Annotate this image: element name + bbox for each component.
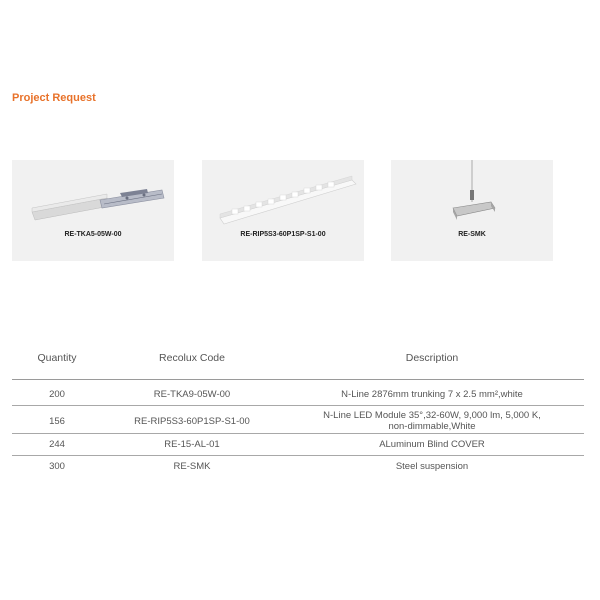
header-description: Description — [405, 352, 459, 364]
header-quantity: Quantity — [37, 352, 77, 364]
product-card-led-module — [202, 160, 364, 261]
cell-code: RE-RIP5S3-60P1SP-S1-00 — [134, 416, 250, 427]
product-code: RE-SMK — [458, 231, 486, 238]
cell-quantity: 300 — [49, 461, 65, 472]
product-card-suspension — [391, 160, 553, 261]
product-card-trunking — [12, 160, 174, 261]
table-row — [12, 456, 584, 476]
cell-code: RE-15-AL-01 — [164, 439, 220, 450]
table-row — [12, 380, 584, 406]
description-line: N-Line LED Module 35°,32-60W, 9,000 lm, 5,000 K, — [323, 410, 541, 421]
cell-quantity: 244 — [49, 439, 65, 450]
cell-description: N-Line 2876mm trunking 7 x 2.5 mm²,white — [341, 389, 523, 400]
trunking-image — [12, 160, 174, 230]
description-line: non-dimmable,White — [388, 421, 476, 432]
cell-code: RE-TKA9-05W-00 — [153, 389, 231, 400]
cell-description: Steel suspension — [395, 461, 469, 472]
table-row — [12, 406, 584, 434]
cell-quantity: 200 — [49, 389, 65, 400]
cell-description: ALuminum Blind COVER — [379, 439, 485, 450]
page-title: Project Request — [12, 92, 96, 104]
led-module-image — [202, 160, 364, 230]
header-code: Recolux Code — [159, 352, 225, 364]
product-code: RE-RIP5S3-60P1SP-S1-00 — [240, 231, 326, 238]
cell-description — [282, 410, 582, 432]
table-row — [12, 434, 584, 456]
table-header — [12, 348, 584, 380]
order-table — [12, 348, 584, 476]
suspension-image — [391, 160, 553, 230]
cell-code: RE-SMK — [173, 461, 211, 472]
product-code: RE-TKA5-05W-00 — [64, 231, 122, 238]
cell-quantity: 156 — [49, 416, 65, 427]
